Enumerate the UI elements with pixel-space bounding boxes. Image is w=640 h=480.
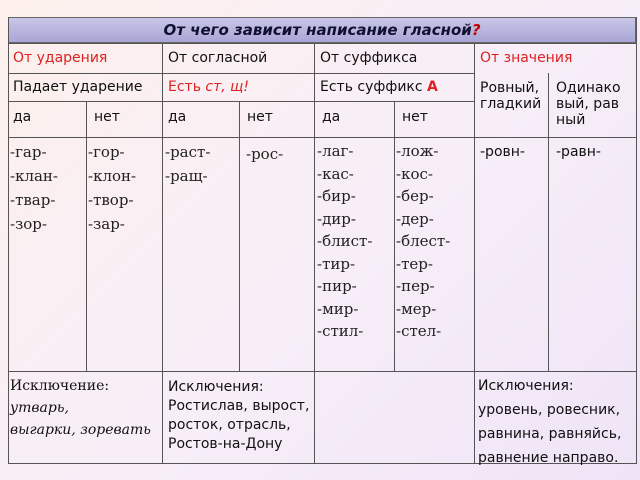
root-item: -стил- [317,322,364,340]
stress-no-label: нет [94,109,120,125]
root-item: -мир- [317,299,359,318]
exception-stress [10,375,160,441]
root-item: -блест- [396,232,451,250]
root-item: -клан- [10,167,58,185]
exception-consonant [168,378,313,454]
header-meaning: От значения [480,50,573,66]
grid-line [86,101,87,371]
root-item: -дер- [396,209,434,228]
roots-consonant-yes [165,140,210,188]
root-item: -тир- [317,254,356,273]
grid-line [8,371,636,372]
roots-suffix-no [396,140,450,343]
roots-stress-no [88,140,136,236]
root-item: -лаг- [317,142,354,160]
subheader-suffix-a [320,79,438,96]
root-item: -рос- [246,145,284,163]
root-item: -кос- [396,164,433,183]
table-title [8,17,636,43]
title-text: От чего зависит написание гласной [163,21,472,39]
exception-word-line: уровень, ровесник, [478,402,621,418]
root-item: -блист- [317,232,373,250]
root-item: -твор- [88,191,134,209]
root-item: -тер- [396,254,433,273]
subheader-consonant-prefix: Есть [168,79,201,95]
title-question-mark: ? [471,21,481,39]
exception-word-line: Ростов-на-Дону [168,436,283,452]
exception-stress-label: Исключение: [10,378,110,394]
exception-word-line: росток, отрасль, [168,417,291,433]
consonant-yes-label: да [168,109,187,125]
grid-line [162,43,163,464]
stress-yes-label: да [13,109,32,125]
root-item: -бир- [317,187,356,205]
root-item: -раст- [165,143,211,161]
grid-line [8,101,474,102]
grid-line [239,101,240,371]
header-suffix: От суффикса [320,50,418,66]
grid-line [314,43,315,464]
root-item: -клон- [88,167,137,185]
subheader-meaning-same: Одинаковый, равный [556,80,621,128]
subheader-stress-falls: Падает ударение [13,79,143,95]
roots-suffix-yes [317,140,372,343]
consonant-no-label: нет [247,109,273,125]
root-item: -мер- [396,299,437,318]
root-item: -зар- [88,215,125,233]
root-item: -дир- [317,209,356,228]
roots-stress-yes [10,140,58,236]
subheader-consonant-st-shch [168,79,249,96]
root-item: -гар- [10,143,47,161]
exception-meaning-label: Исключения: [478,378,574,394]
roots-consonant-no [246,142,283,166]
grid-line [474,43,475,464]
roots-meaning-even: -ровн- [480,144,525,160]
root-item: -пер- [396,277,435,295]
exception-stress-words-2: выгарки, зоревать [10,422,151,438]
header-consonant: От согласной [168,50,268,66]
exception-meaning [478,374,634,470]
header-stress: От ударения [13,50,108,66]
exception-word-line: равнение направо. [478,450,619,466]
suffix-no-label: нет [402,109,428,125]
grid-line [636,17,637,464]
root-item: -кас- [317,164,354,183]
exception-stress-words-1: утварь, [10,400,69,416]
subheader-suffix-letter: А [427,79,438,95]
root-item: -стел- [396,322,442,340]
grid-line [394,101,395,371]
subheader-suffix-prefix: Есть суффикс [320,79,423,95]
exception-consonant-label: Исключения: [168,379,264,395]
suffix-yes-label: да [322,109,341,125]
root-item: -бер- [396,187,434,205]
subheader-meaning-even: Ровный, гладкий [480,80,542,112]
grid-line [548,73,549,371]
subheader-consonant-letters: ст, щ! [205,79,249,95]
root-item: -твар- [10,191,56,209]
root-item: -зор- [10,215,47,233]
exception-word-line: Ростислав, вырост, [168,398,310,414]
grid-line [8,17,9,464]
root-item: -пир- [317,277,357,295]
root-item: -лож- [396,142,439,160]
root-item: -ращ- [165,167,208,185]
roots-meaning-same: -равн- [556,144,601,160]
grid-line [8,73,474,74]
grid-line [8,43,636,44]
grid-line [8,137,636,138]
exception-word-line: равнина, равняйсь, [478,426,622,442]
root-item: -гор- [88,143,125,161]
